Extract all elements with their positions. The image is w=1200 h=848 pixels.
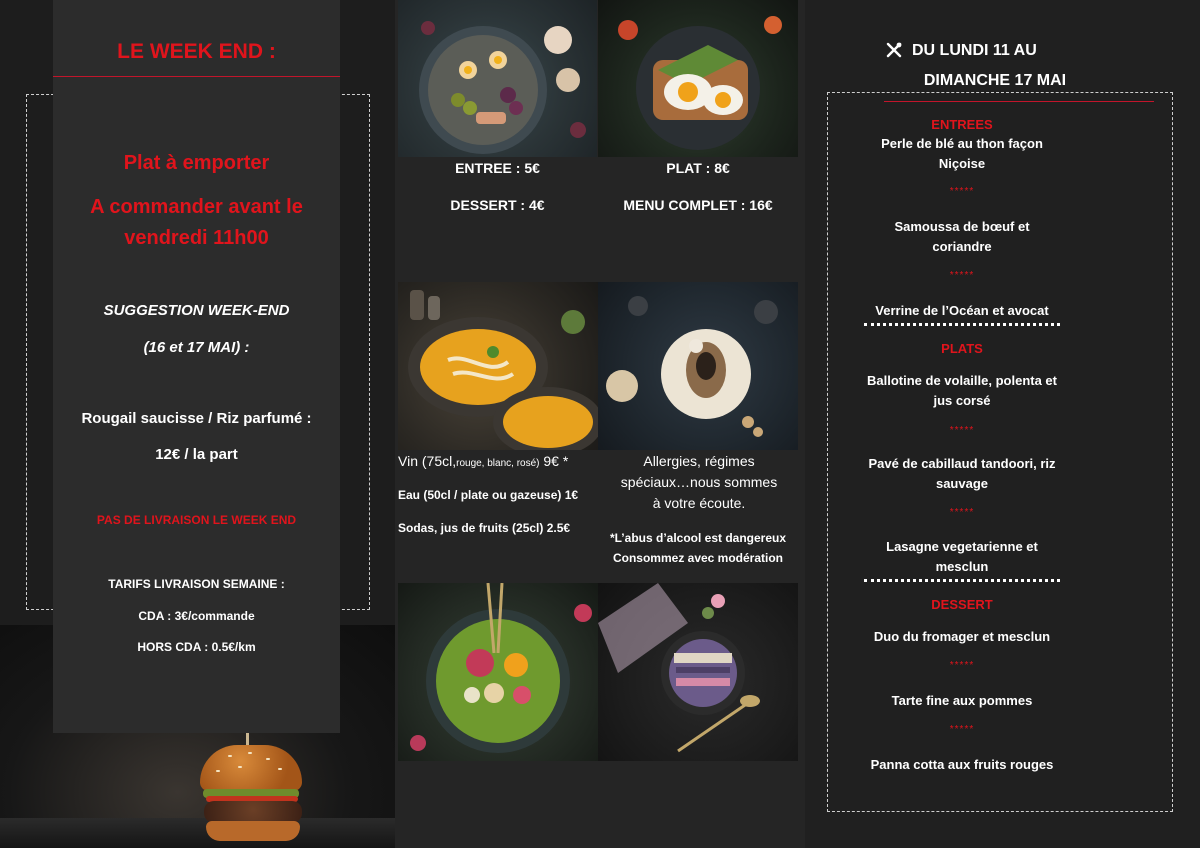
- sesame-seed: [278, 768, 282, 770]
- plat-price: PLAT : 8€: [666, 160, 730, 176]
- suggestion-title: SUGGESTION WEEK-END: [103, 302, 290, 319]
- tariffs-title: TARIFS LIVRAISON SEMAINE :: [108, 577, 285, 591]
- sesame-seed: [248, 752, 252, 754]
- takeaway-line-3: vendredi 11h00: [124, 227, 269, 249]
- header-divider: [884, 101, 1154, 102]
- sodas-price: Sodas, jus de fruits (25cl) 2.5€: [398, 521, 571, 535]
- menu-item-plat-1: Ballotine de volaille, polenta et jus corsé: [867, 373, 1057, 408]
- separator-stars: *****: [949, 660, 975, 671]
- suggestion-dish: Rougail saucisse / Riz parfumé :: [81, 410, 312, 427]
- weekend-title: LE WEEK END :: [117, 40, 276, 63]
- menu-item-dessert-1: Duo du fromager et mesclun: [873, 629, 1051, 644]
- menu-item-entree-2: Samoussa de bœuf et coriandre: [894, 219, 1030, 254]
- wine-colors: rouge, blanc, rosé): [456, 458, 540, 469]
- section-divider: [864, 579, 1060, 582]
- section-divider: [864, 323, 1060, 326]
- separator-stars: *****: [949, 507, 975, 518]
- smoothie-photo: [598, 583, 798, 761]
- weekend-card: [53, 0, 340, 733]
- menu-item-plat-3: Lasagne vegetarienne et mesclun: [886, 539, 1038, 574]
- week-header-line-2: DIMANCHE 17 MAI: [923, 72, 1067, 89]
- section-plats: PLATS: [941, 341, 983, 356]
- menu-item-entree-3: Verrine de l’Océan et avocat: [875, 303, 1049, 318]
- week-header-line-1: DU LUNDI 11 AU: [912, 42, 1037, 59]
- egg-toast-photo: [598, 0, 798, 157]
- burger-bun-bottom: [206, 821, 300, 841]
- menu-complet-price: MENU COMPLET : 16€: [623, 197, 773, 213]
- tariff-cda: CDA : 3€/commande: [138, 609, 255, 623]
- sesame-seed: [238, 766, 242, 768]
- menu-item-entree-1: Perle de blé au thon façon Niçoise: [881, 136, 1043, 171]
- separator-stars: *****: [949, 270, 975, 281]
- takeaway-line-1: Plat à emporter: [123, 152, 270, 174]
- menu-item-plat-2: Pavé de cabillaud tandoori, riz sauvage: [868, 456, 1056, 491]
- sesame-seed: [216, 770, 220, 772]
- wine-price-value: 9€ *: [539, 453, 569, 469]
- cutlery-icon: [884, 40, 904, 60]
- alcohol-warning-1: *L’abus d’alcool est dangereux: [609, 531, 787, 545]
- menu-item-dessert-2: Tarte fine aux pommes: [891, 693, 1033, 708]
- entree-price: ENTREE : 5€: [455, 160, 540, 176]
- suggestion-dates: (16 et 17 MAI) :: [143, 339, 250, 356]
- dessert-photo: [598, 282, 798, 450]
- wine-label: Vin (75cl,: [398, 453, 457, 469]
- title-divider: [53, 76, 340, 77]
- allergies-notice: Allergies, régimes spéciaux…nous sommes à votre écoute.: [620, 453, 778, 511]
- burger-patty: [204, 801, 302, 823]
- soup-photo: [398, 282, 598, 450]
- bowl-photo: [398, 583, 598, 761]
- wine-price: [398, 453, 598, 469]
- no-delivery-notice: PAS DE LIVRAISON LE WEEK END: [96, 513, 297, 527]
- section-dessert: DESSERT: [931, 597, 993, 612]
- slate-board: [0, 818, 395, 848]
- tariff-hors-cda: HORS CDA : 0.5€/km: [137, 640, 256, 654]
- alcohol-warning-2: Consommez avec modération: [612, 551, 784, 565]
- sesame-seed: [228, 755, 232, 757]
- suggestion-price: 12€ / la part: [155, 446, 238, 463]
- sesame-seed: [266, 758, 270, 760]
- dessert-price: DESSERT : 4€: [450, 197, 545, 213]
- separator-stars: *****: [949, 425, 975, 436]
- takeaway-line-2: A commander avant le: [90, 196, 303, 218]
- water-price: Eau (50cl / plate ou gazeuse) 1€: [398, 488, 579, 502]
- separator-stars: *****: [949, 186, 975, 197]
- menu-item-dessert-3: Panna cotta aux fruits rouges: [870, 757, 1054, 772]
- charcuterie-photo: [398, 0, 597, 157]
- section-entrees: ENTREES: [931, 117, 993, 132]
- separator-stars: *****: [949, 724, 975, 735]
